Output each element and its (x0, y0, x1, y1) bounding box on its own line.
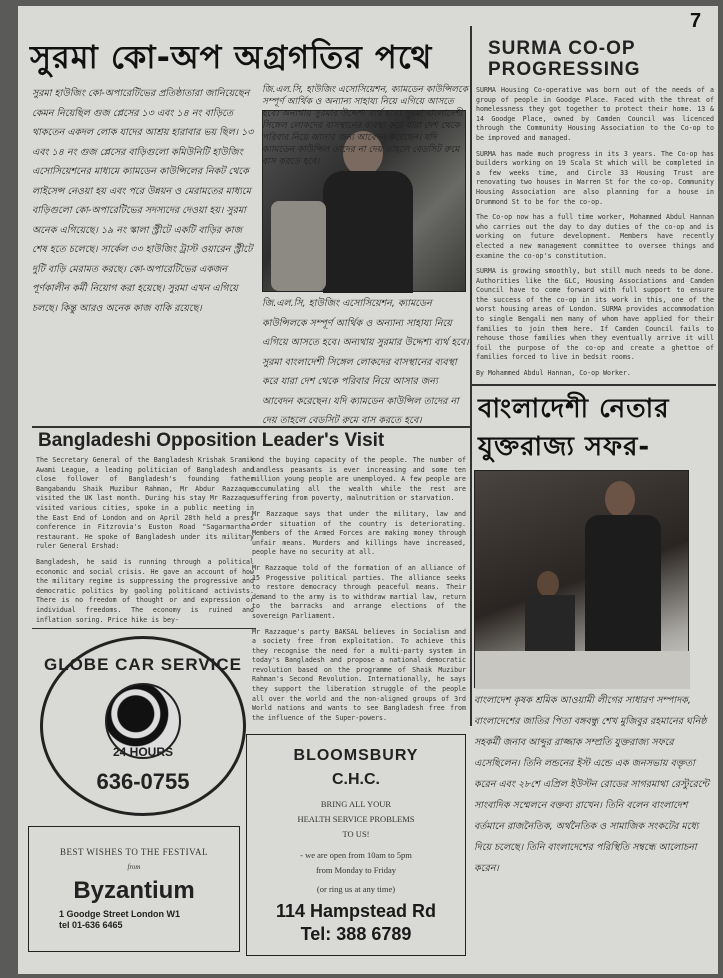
bloomsbury-address: 114 Hampstead Rd (275, 901, 437, 921)
surma-byline: By Mohammed Abdul Hannan, Co-op Worker. (476, 369, 631, 378)
bloomsbury-ring: (or ring us at any time) (316, 884, 396, 894)
column-divider (470, 26, 472, 726)
visit-paragraph: Bangladesh, he said is running through a political economic and social crisis. He gave an account of how the military regime is suppressing the progressive and democratic politics by gaoling politicand activists. There is no freedom of thought or and expression or individual freedoms. The economy is ruined and inflation soring. Price hike is bey- (36, 557, 254, 624)
section-rule (32, 426, 470, 428)
globe-ad-title: GLOBE CAR SERVICE (43, 655, 243, 674)
byzantium-greeting: BEST WISHES TO THE FESTIVAL (59, 847, 209, 857)
visit-column-2 (252, 456, 466, 729)
visit-paragraph: ond the buying capacity of the people. The number of landless peasants is ever increasing and some ten million young people are unemployed. A few people are accumulating all the wealth while the rest are suffering from poverty, malnutrition or starvation. (252, 456, 466, 503)
bloomsbury-tagline: TO US! (342, 829, 370, 839)
surma-paragraph: SURMA is growing smoothly, but still much needs to be done. Authorities like the GLC, Housing Associations and Camden Council have to come forward with full support to ensure the success of the co-op in its work in this, one of the worst housing areas of London. SURMA provides accommodation to single Bengali men many of whom have applied for their families to join them here. If Camden Council fails to rehouse those families when they eventually arrive it will foil the purpose of the co-op and create a ghettoe of families forced to live in bedsit rooms. (476, 267, 714, 362)
section-rule (470, 384, 716, 386)
visit-paragraph: Mr Razzaque says that under the military, law and order situation of the country is deteriorating. Members of the Armed Forces are making money through unfair means. Murders and killings have increased, people have no security at all. (252, 509, 466, 557)
byzantium-name: Byzantium (73, 877, 195, 904)
surma-paragraph: SURMA has made much progress in its 3 years. The Co-op has builders working on 19 Scala St which will be completed in a few weeks time, and Circle 33 Housing Trust are renovating two houses in Warren St for the co-op. Community Housing Association are also planning for a house in Drummond St to be for the co-op. (476, 149, 714, 206)
surma-bengali-article: সুরমা হাউজিং কো-অপারেটিভের প্রতিষ্ঠাতারা জানিয়েছেন কেমন নিয়েছিল গুজ প্লেসের ১৩ এবং ১৪ নং বাড়িতে থাকতেন একদল লোক যাদের আশ্রয় হারাবার ভয় ছিল। ১৩ এবং ১৪ নং গুজ প্লেসের বাড়িগুলো কমিউনিটি হাউজিং এসোসিয়েশনের মাধ্যমে ক্যামডেন কাউন্সিলের নিকট থেকে লাইসেন্স নেওয়া হয় এবং পরে উন্নয়ন ও মেরামতের মাধ্যমে বাড়িগুলো কো-অপারেটিভের সদস্যদের দেওয়া হয়। সুরমা অনেক এগিয়েছে। ১৯ নং স্কালা স্ট্রীটে একটি বাড়ির কাজ শেষ হতে চলেছে। সার্কেল ৩৩ হাউজিং ট্রাস্ট ওয়ারেন স্ট্রীটে দুটি বাড়ি মেরামত করছে। কো-অপারেটিভের একজন পূর্ণকালীন কর্মী নিয়োগ করা হয়েছে। সুরমা এখন এগিয়ে চলছে। কিন্তু আরও অনেক কাজ বাকি রয়েছে। (32, 88, 254, 314)
surma-photo-caption-top: জি.এল.সি, হাউজিং এসোসিয়েশন, ক্যামডেন কাউন্সিলকে সম্পূর্ণ আর্থিক ও অন্যান্য সাহায্য নিয়ে এগিয়ে আসতে হবে। অন্যথায় সুরমার উদ্দেশ্য ব্যর্থ হবে। সুরমা বাংলাদেশী সিঙ্গেল লোকদের বাসস্থানের ব্যবস্থা করে যারা দেশ থেকে পরিবার নিয়ে আসার জন্য আবেদন করেছেন। যদি ক্যামডেন কাউন্সিল তাদের না দেয় তাহলে বেডসিট রুমে বাস করতে হবে। (262, 85, 468, 167)
surma-photo-caption: জি.এল.সি, হাউজিং এসোসিয়েশন, ক্যামডেন কাউন্সিলকে সম্পূর্ণ আর্থিক ও অন্যান্য সাহায্য নিয়ে এগিয়ে আসতে হবে। অন্যথায় সুরমার উদ্দেশ্য ব্যর্থ হবে। সুরমা বাংলাদেশী সিঙ্গেল লোকদের বাসস্থানের ব্যবস্থা করে যারা দেশ থেকে পরিবার নিয়ে আসার জন্য আবেদন করেছেন। যদি ক্যামডেন কাউন্সিল তাদের না দেয় তাহলে বেডসিট রুমে বাস করতে হবে। (262, 298, 469, 426)
globe-car-service-ad (40, 636, 246, 816)
surma-paragraph: SURMA Housing Co-operative was born out of the needs of a group of people in Goodge Place. Faced with the threat of homelessness they got together to protect their home. 13 & 14 Goodge Place, owned by Camden Council was licenced through the Community Housing Association to the Co-op to be improved and managed. (476, 86, 714, 142)
visit-paragraph: Mr Razzaque told of the formation of an alliance of 15 Progessive political parties. The alliance seeks to restore democracy through peaceful means. Their demand to the army is to withdraw martial law, return to the barracks and arrange elections of the sovereign Parliament. (252, 563, 466, 620)
byzantium-from: from (127, 863, 141, 871)
surma-english-article (476, 86, 714, 385)
bloomsbury-hours: - we are open from 10am to 5pm (300, 850, 412, 860)
column-rule (32, 628, 256, 629)
surma-english-headline: SURMA CO-OP PROGRESSING (488, 38, 641, 80)
bloomsbury-tel: Tel: 388 6789 (300, 924, 412, 944)
newspaper-page (18, 6, 718, 974)
press-conference-photo (474, 470, 689, 688)
bloomsbury-tagline: BRING ALL YOUR (320, 799, 392, 809)
page-number: 7 (690, 10, 702, 32)
bloomsbury-title: BLOOMSBURY (293, 747, 419, 764)
bloomsbury-chc: C.H.C. (332, 771, 380, 788)
visit-column-1 (36, 456, 254, 624)
bloomsbury-days: from Monday to Friday (315, 865, 397, 875)
visit-paragraph: Mr Razzaque's party BAKSAL believes in Socialism and a society free from exploitation. To achieve this they recognise the need for a multi-party system in today's Bangladesh and propose a national democratic revolution based on the programme of Shaik Muzibur Rahman's Second Revolution. Internationally, he says they support the liberation struggle of the people all over the world and the non-aligned groups of 3rd World nations and wants to see Bangladesh free from the influence of the Super-powers. (252, 627, 466, 722)
surma-bengali-headline: সুরমা কো-অপ অগ্রগতির পথে (30, 38, 433, 76)
visit-paragraph: The Secretary General of the Bangladesh Krishak Sramik Awami League, a leading politician of Bangladesh and close follower of Bangladesh's founding father Bangabandu Shaik Muzibur Rahman, Mr Abdur Razzaque visited the UK last month. During his stay Mr Razzaque visited various cities, spoke in a public meeting in the East End of London and on April 28th held a press conference in Fitzrovia's Euston Road "Sagarmartha" restaurant. He spoke of Bangladesh under its military ruler General Ershad: (36, 456, 254, 551)
globe-ad-phone: 636-0755 (96, 769, 190, 794)
visit-bengali-headline-line: যুক্তরাজ্য সফর- (478, 432, 651, 462)
byzantium-ad (28, 826, 240, 952)
surma-paragraph: The Co-op now has a full time worker, Mohammed Abdul Hannan who carries out the day to day duties of the co-op and is working on future development. Members have recently elected a new management committee to oversee things and examine the co-op's constitution. (476, 213, 714, 260)
bloomsbury-tagline: HEALTH SERVICE PROBLEMS (297, 814, 415, 824)
visit-bengali-headline (478, 390, 718, 466)
byzantium-tel: tel 01-636 6465 (59, 920, 123, 930)
byzantium-address: 1 Goodge Street London W1 (59, 909, 180, 919)
bloomsbury-chc-ad (246, 734, 466, 956)
visit-bengali-headline-line: বাংলাদেশী নেতার (478, 394, 670, 424)
visit-bengali-article: বাংলাদেশ কৃষক শ্রমিক আওয়ামী লীগের সাধারণ সম্পাদক, বাংলাদেশের জাতির পিতা বঙ্গবন্ধু শেখ মুজিবুর রহমানের ঘনিষ্ঠ সহকর্মী জনাব আব্দুর রাজ্জাক সম্প্রতি যুক্তরাজ্য সফরে এসেছিলেন। তিনি লন্ডনের ইস্ট এন্ডে এক জনসভায় বক্তৃতা করেন এবং ২৮শে এপ্রিল ইউস্টন রোডের সাগরমাথা রেস্টুরেন্টে সাংবাদিক সম্মেলনে বক্তব্য রাখেন। তিনি বলেন বাংলাদেশ বর্তমানে রাজনৈতিক, অর্থনৈতিক ও সামাজিক সংকটের মধ্যে দিয়ে চলেছে। তিনি বাংলাদেশের পরিস্থিতি সম্বন্ধে আলোচনা করেন। (474, 695, 709, 874)
visit-headline: Bangladeshi Opposition Leader's Visit (38, 430, 385, 451)
globe-ad-hours: 24 HOURS (112, 745, 174, 759)
